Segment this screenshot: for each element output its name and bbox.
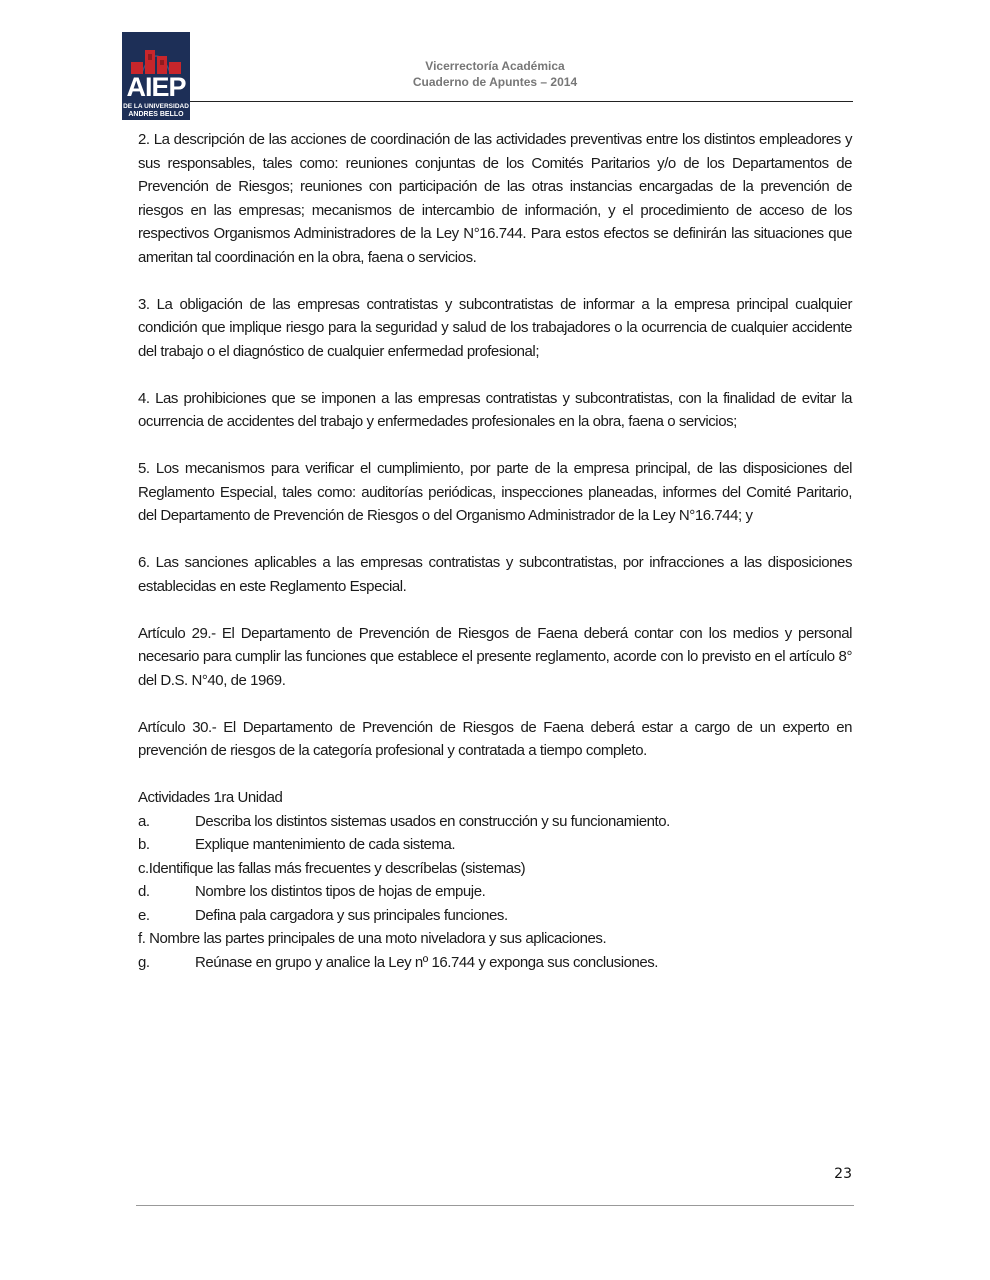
header-divider	[190, 101, 853, 102]
paragraph-item-3: 3. La obligación de las empresas contratistas y subcontratistas de informar a la empresa principal cualquier condición que implique riesgo para la seguridad y salud de los trabajadores o la ocurrencia de cualquier accidente del trabajo o el diagnóstico de cualquier enfermedad profesional;	[138, 295, 852, 360]
list-item-text: Describa los distintos sistemas usados en construcción y su funcionamiento.	[195, 812, 670, 830]
page-body	[138, 128, 852, 974]
header-document-title: Cuaderno de Apuntes – 2014	[412, 75, 578, 89]
list-item-a	[138, 810, 852, 834]
paragraph-item-6: 6. Las sanciones aplicables a las empresas contratistas y subcontratistas, por infracciones a las disposiciones establecidas en este Reglamento Especial.	[138, 554, 852, 595]
paragraph-item-4: 4. Las prohibiciones que se imponen a las empresas contratistas y subcontratistas, con la finalidad de evitar la ocurrencia de accidentes del trabajo y enfermedades profesionales en la obra, faena o servicios;	[138, 389, 852, 430]
logo-subtitle-1: DE LA UNIVERSIDAD	[123, 103, 189, 110]
list-marker: f.	[138, 930, 146, 947]
list-item-text: Reúnase en grupo y analice la Ley nº 16.744 y exponga sus conclusiones.	[195, 953, 659, 971]
list-marker: a.	[138, 812, 150, 830]
paragraph-item-2: 2. La descripción de las acciones de coordinación de las actividades preventivas entre los distintos empleadores y sus responsables, tales como: reuniones conjuntas de los Comités Paritarios y/o de los Departamentos de Prevención de Riesgos; reuniones con participación de las otras instancias encargadas de la prevención de riesgos en las empresas; mecanismos de intercambio de información, y el procedimiento de acceso de los respectivos Organismos Administradores de la Ley N°16.744. Para estos efectos se definirán las situaciones que ameritan tal coordinación en la obra, faena o servicios.	[138, 131, 852, 266]
activities-list	[138, 786, 852, 974]
list-item-text: Identifique las fallas más frecuentes y descríbelas (sistemas)	[148, 859, 526, 877]
list-marker: g.	[138, 953, 150, 971]
paragraph-article-30: Artículo 30.- El Departamento de Prevención de Riesgos de Faena deberá estar a cargo de un experto en prevención de riesgos de la categoría profesional y contratada a tiempo completo.	[138, 718, 852, 759]
list-item-e	[138, 904, 852, 928]
list-item-text: Defina pala cargadora y sus principales funciones.	[195, 906, 508, 924]
list-item-text: Nombre los distintos tipos de hojas de empuje.	[195, 883, 486, 900]
list-item-d	[138, 880, 852, 904]
activities-title: Actividades 1ra Unidad	[138, 789, 283, 806]
paragraph-item-5: 5. Los mecanismos para verificar el cumplimiento, por parte de la empresa principal, de las disposiciones del Reglamento Especial, tales como: auditorías periódicas, inspecciones planeadas, informes del Comité Paritario, del Departamento de Prevención de Riesgos o del Organismo Administrador de la Ley N°16.744; y	[138, 460, 852, 524]
list-item-text: Nombre las partes principales de una moto niveladora y sus aplicaciones.	[149, 930, 607, 947]
list-marker: b.	[138, 836, 150, 853]
list-item-c	[138, 857, 852, 881]
footer-divider	[136, 1205, 854, 1206]
list-marker: c.	[138, 859, 149, 877]
logo-wordmark: AIEP	[126, 72, 186, 102]
list-marker: e.	[138, 906, 150, 924]
list-item-b	[138, 833, 852, 857]
paragraph-article-29: Artículo 29.- El Departamento de Prevención de Riesgos de Faena deberá contar con los medios y personal necesario para cumplir las funciones que establece el presente reglamento, acorde con lo previsto en el artículo 8° del D.S. N°40, de 1969.	[138, 624, 852, 689]
header-department: Vicerrectoría Académica	[425, 59, 565, 73]
list-item-g	[138, 951, 852, 975]
list-item-text: Explique mantenimiento de cada sistema.	[195, 836, 456, 853]
list-marker: d.	[138, 883, 150, 900]
aiep-logo	[122, 32, 190, 120]
page-number: 23	[834, 1166, 852, 1182]
list-item-f	[138, 927, 852, 951]
logo-subtitle-2: ANDRES BELLO	[128, 111, 184, 118]
